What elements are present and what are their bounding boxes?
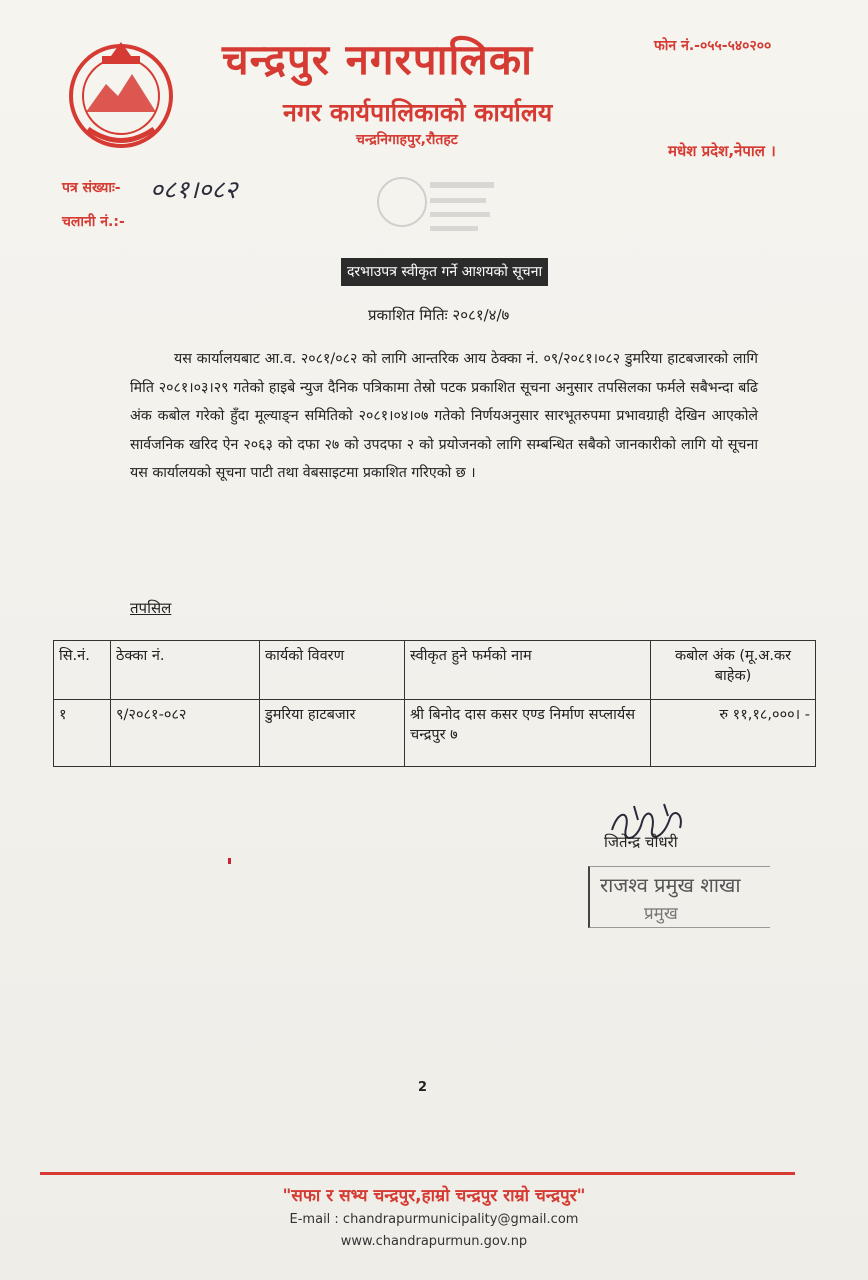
col-header-amount: कबोल अंक (मू.अ.कर बाहेक) <box>651 641 816 700</box>
ref-number-handwritten: ०८१।०८२ <box>150 175 238 204</box>
table-header-row <box>54 641 816 700</box>
phone-number: फोन नं.-०५५-५४०२०० <box>654 38 772 54</box>
table-row <box>54 700 816 767</box>
cell-work: डुमरिया हाटबजार <box>260 700 405 767</box>
footer-website: www.chandrapurmun.gov.np <box>340 1234 528 1249</box>
cell-firm: श्री बिनोद दास कसर एण्ड निर्माण सप्लार्यस चन्द्रपुर ७ <box>405 700 651 767</box>
office-address: चन्द्रनिगाहपुर,रौतहट <box>356 132 458 148</box>
dispatch-number-label: चलानी नं.:- <box>62 214 125 230</box>
municipality-logo <box>66 34 176 154</box>
notice-title: दरभाउपत्र स्वीकृत गर्ने आशयको सूचना <box>341 258 548 286</box>
ref-number-label: पत्र संख्याः- <box>62 180 121 196</box>
col-header-firm: स्वीकृत हुने फर्मको नाम <box>405 641 651 700</box>
footer-divider <box>40 1172 795 1175</box>
cell-amount: रु ११,१८,०००। - <box>651 700 816 767</box>
col-header-contract: ठेक्का नं. <box>111 641 260 700</box>
award-table <box>53 640 816 767</box>
office-name: नगर कार्यपालिकाको कार्यालय <box>283 98 553 127</box>
designation-stamp-line2: प्रमुख <box>644 904 678 924</box>
footer-email: E-mail : chandrapurmunicipality@gmail.com <box>289 1212 579 1227</box>
cell-contract: ९/२०८१-०८२ <box>111 700 260 767</box>
municipality-name: चन्द्रपुर नगरपालिका <box>222 35 533 84</box>
published-date: प्रकाशित मितिः २०८१/४/७ <box>368 306 510 324</box>
col-header-sn: सि.नं. <box>54 641 111 700</box>
cell-sn: १ <box>54 700 111 767</box>
designation-stamp-line1: राजश्व प्रमुख शाखा <box>600 873 741 897</box>
notice-body: यस कार्यालयबाट आ.व. २०८१/०८२ को लागि आन्तरिक आय ठेक्का नं. ०९/२०८१।०८२ डुमरिया हाटबजारको लागि मिति २०८१।०३।२९ गतेको हाइबे न्युज दैनिक पत्रिकामा तेस्रो पटक प्रकाशित सूचना अनुसार तपसिलका फर्मले सबैभन्दा बढि अंक कबोल गरेको हुँदा मूल्याङ्न समितिको २०८१।०४।०७ गतेको निर्णयअनुसार सारभूतरुपमा प्रभावग्राही देखिन आएकोले सार्वजनिक खरिद ऐन २०६३ को दफा २७ को उपदफा २ को प्रयोजनको लागि सम्बन्धित सबैको जानकारीको लागि यो सूचना यस कार्यालयको सूचना पाटी तथा वेबसाइटमा प्रकाशित गरिएको छ । <box>130 351 758 482</box>
footer-slogan: "सफा र सभ्य चन्द्रपुर,हाम्रो चन्द्रपुर राम्रो चन्द्रपुर" <box>282 1186 586 1206</box>
signatory-name: जितेन्द्र चौधरी <box>604 833 678 851</box>
ink-mark <box>228 858 231 864</box>
designation-stamp <box>588 866 770 928</box>
page-number: 2 <box>418 1080 428 1095</box>
details-heading: तपसिल <box>130 599 172 617</box>
col-header-work: कार्यको विवरण <box>260 641 405 700</box>
province-label: मधेश प्रदेश,नेपाल । <box>668 142 776 160</box>
faint-stamp-mark <box>372 162 500 254</box>
